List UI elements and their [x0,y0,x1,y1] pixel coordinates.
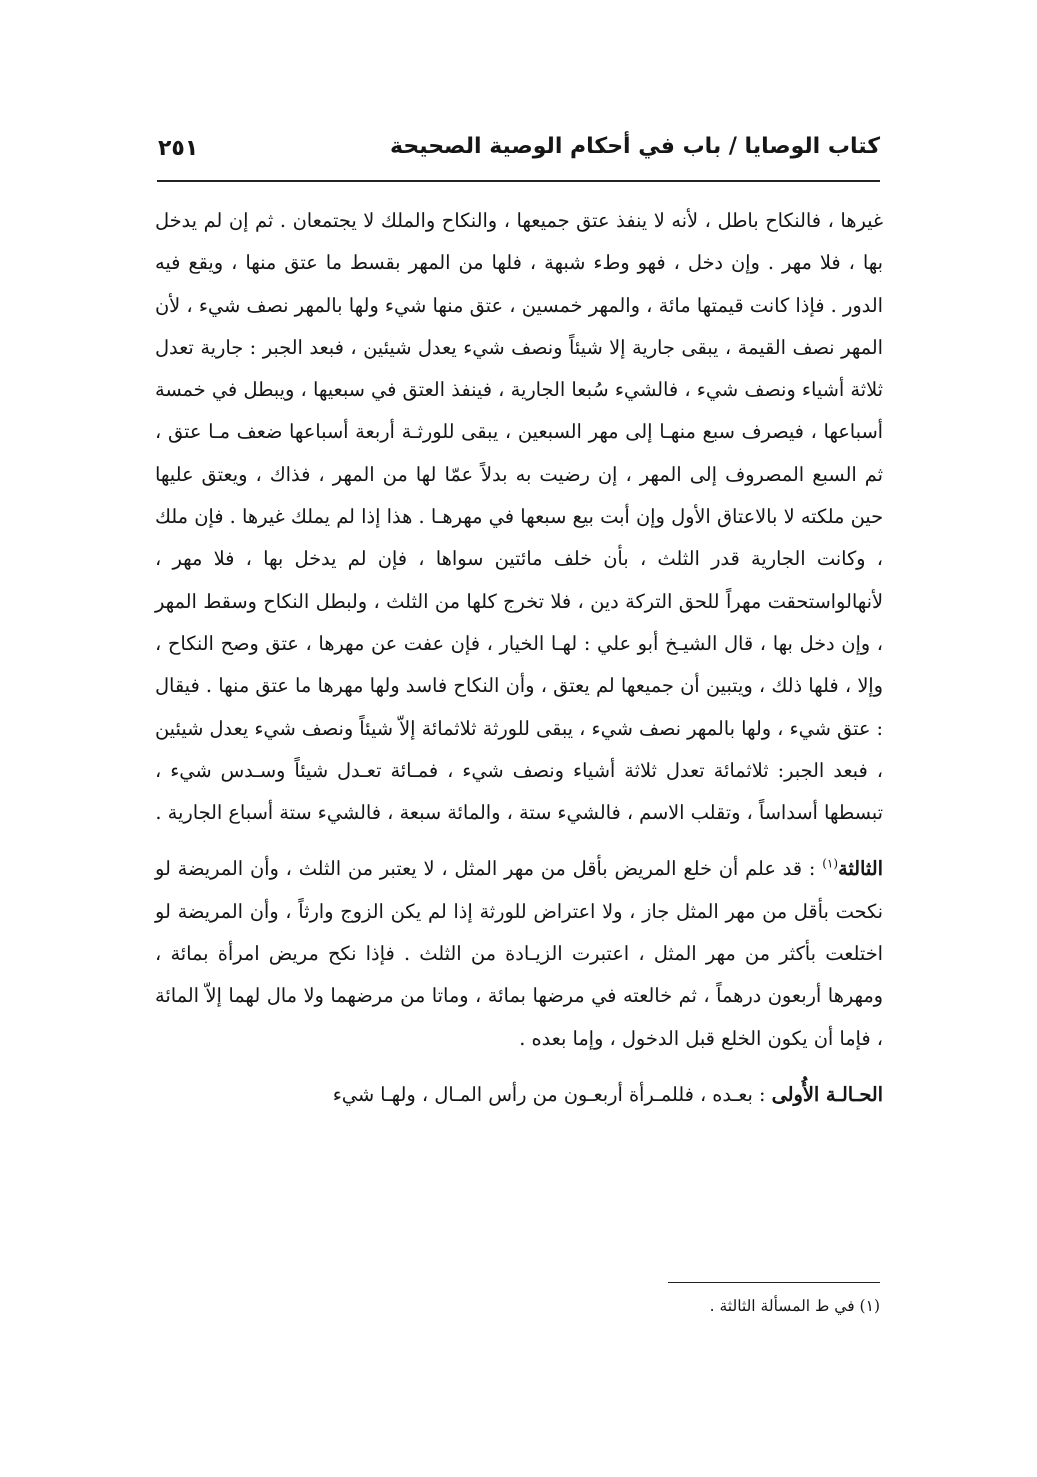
text-line: : قد علم أن خلع المريض بأقل من مهر المثل ، لا يعتبر من الثلث ، [285,857,816,881]
text-line: الثلث ، ولبطل النكاح وسقط المهر ، وإن دخل بها ، قال الشيـخ أبو علي : لهـا [155,589,884,655]
footnote-reference[interactable]: (١) [822,857,839,872]
text-line: شيء ، تبسطها أسداساً ، وتقلب الاسم ، فالشيء ستة ، والمائة سبعة ، فالشيء ستة [155,758,883,825]
running-header [150,128,880,174]
text-line: شيء يعدل شيئين ، فبعد الجبر : جارية تعدل ثلاثة أشياء ونصف شيء ، فالشيء [155,335,883,402]
text-line: وأن المريضة لو نكحت بأقل من مهر المثل جاز ، ولا اعتراض للورثة إذا لم يكن [155,857,883,923]
section-lead-term: الثالثة [838,857,883,881]
text-line: يدخل بها ، فلا مهر ، لأنهالواستحقت مهراً للحق التركة دين ، فلا تخرج كلها من [155,547,883,613]
text-line: غيرها ، فالنكاح باطل ، لأنه لا ينفذ عتق جميعها ، والنكاح والملك لا يجتمعان . ثم [255,209,883,232]
text-line: غيرها . فإن ملك ، وكانت الجارية قدر الثلث ، بأن خلف مائتين سواها ، فإن لم [155,505,883,571]
section-lead-term: الحـالـة الأُولى [771,1082,883,1106]
text-line: الخيار ، فإن عفت عن مهرها ، عتق وصح النكاح ، وإلا ، فلها ذلك ، ويتبين أن [155,631,883,698]
header-divider [157,180,880,182]
running-title: كتاب الوصايا / باب في أحكام الوصية الصحيحة [390,134,880,159]
text-line: جميعها لم يعتق ، وأن النكاح فاسد ولها مهرها ما عتق منها . فيقال : عتق شيء ، [155,674,883,740]
text-line: وإما بعده . [519,1026,604,1050]
paragraph-1 [155,200,883,834]
footnote: (١) في ط المسألة الثالثة . [709,1297,880,1315]
text-line: سُبعا الجارية ، فينفذ العتق في سبعيها ، ويبطل في خمسة أسباعها ، فيصرف سبع [155,378,884,444]
text-line: عتق منها ، ويقع فيه الدور . فإذا كانت قيمتها مائة ، والمهر خمسين ، عتق منها [155,251,883,317]
text-line: شيء ولها بالمهر نصف شيء ، لأن المهر نصف القيمة ، يبقى جارية إلا شيئاً ونصف [155,293,883,359]
text-line: فبعد الجبر: ثلاثمائة تعدل ثلاثة أشياء ونصف شيء ، فمـائة تعـدل شيئاً وسـدس [220,758,868,782]
page-number: ٢٥١ [158,136,199,161]
text-line: الزوج وارثاً ، وأن المريضة لو اختلعت بأكثر من مهر المثل ، اعتبرت الزيـادة من [155,899,883,966]
text-line: بمائة ، وماتا من مرضهما ولا مال لهما إلاّ المائة ، فإما أن يكون الخلع قبل الدخول ، [155,984,883,1050]
text-line: الثلث . فإذا نكح مريض امرأة بمائة ، ومهرها أربعون درهماً ، ثم خالعته في مرضها [155,942,883,1008]
text-line: ولها بالمهر نصف شيء ، يبقى للورثة ثلاثمائة إلاّ شيئاً ونصف شيء يعدل شيئين ، [155,716,883,782]
text-line: المصروف إلى المهر ، إن رضيت به بدلاً عمّا لها من المهر ، فذاك ، ويعتق عليها [155,462,805,486]
footnote-divider [668,1282,880,1283]
text-line: : بعـده ، فللمـرأة أربعـون من رأس المـال ، ولهـا شيء [332,1082,772,1106]
paragraph-3 [155,1074,883,1116]
text-line: منهـا إلى مهر السبعين ، يبقى للورثـة أربعة أسباعها ضعف مـا عتق ، ثم السبع [155,420,883,486]
text-line: حين ملكته لا بالاعتاق الأول وإن أبت بيع سبعها في مهرهـا . هذا إذا لم يملك [290,505,883,529]
paragraph-2 [155,848,883,1059]
text-line: إن لم يدخل بها ، فلا مهر . وإن دخل ، فهو وطء شبهة ، فلها من المهر بقسط ما [155,209,883,275]
main-text [155,200,883,1116]
text-line: أسباع الجارية . [155,801,274,825]
